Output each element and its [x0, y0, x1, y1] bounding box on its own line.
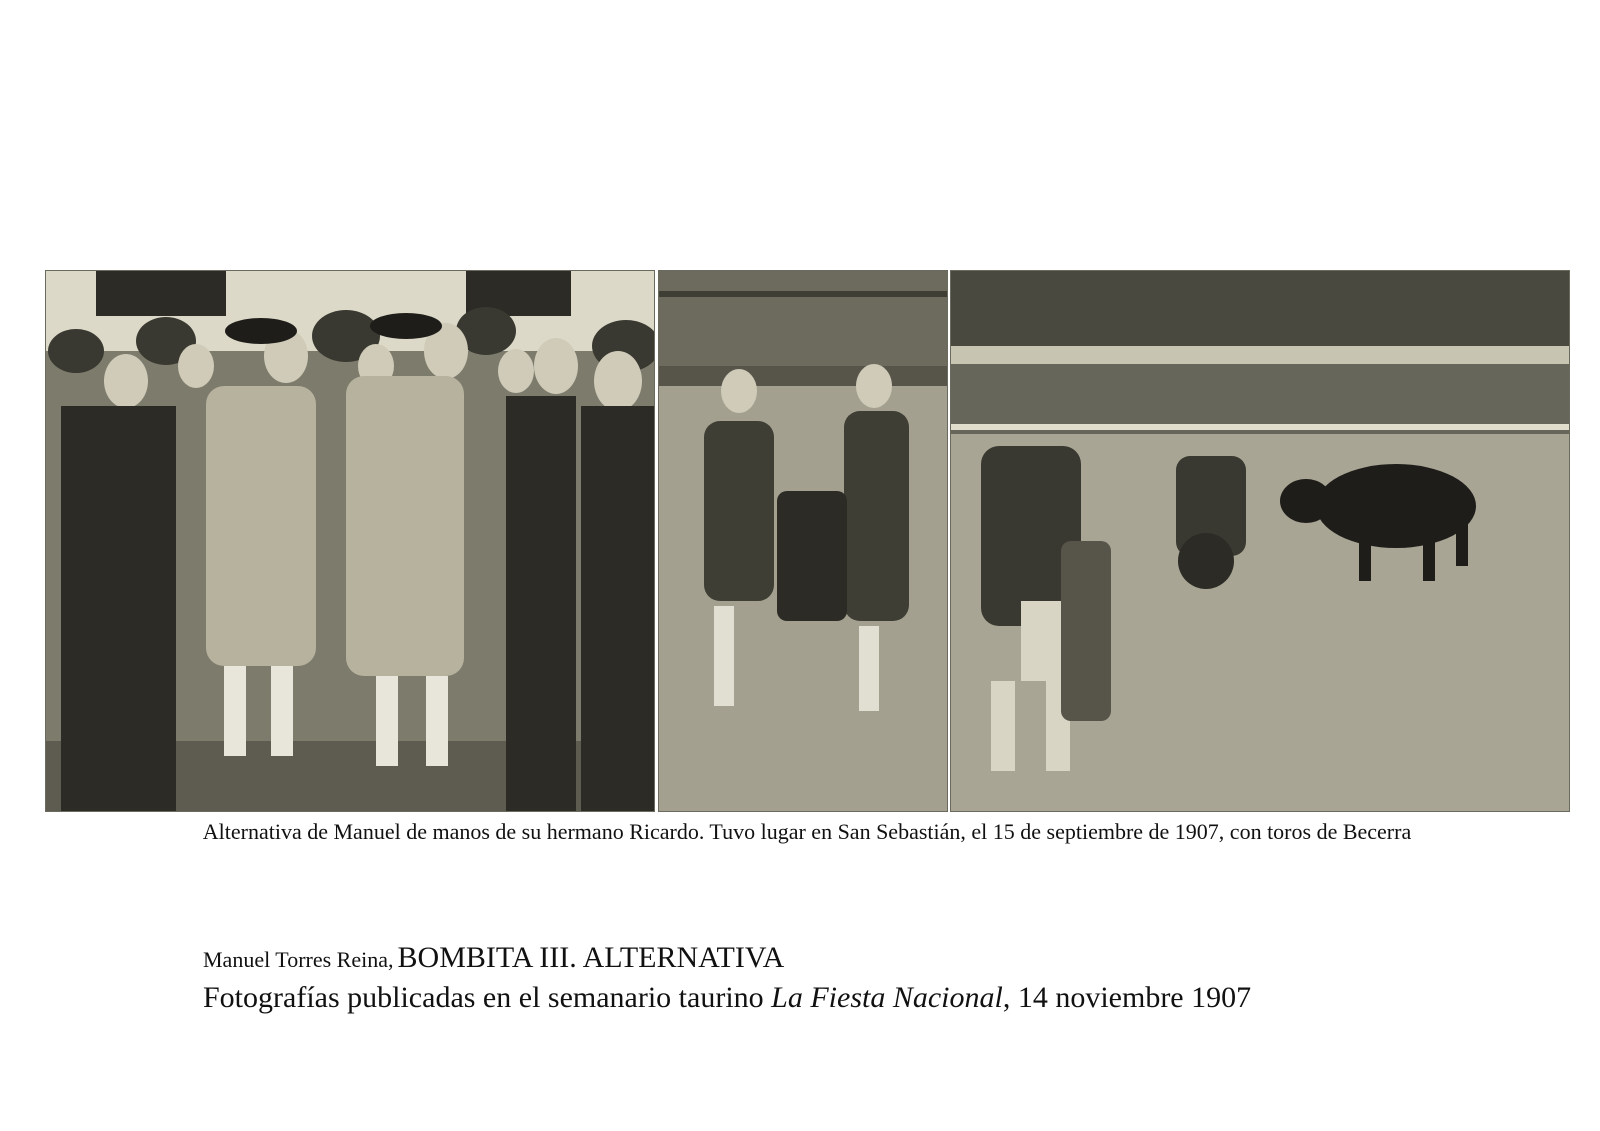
- credit-title-line: [203, 940, 784, 981]
- credit-publication: La Fiesta Nacional: [771, 981, 1003, 1014]
- photo-cape-exchange: [658, 270, 948, 812]
- credit-date: , 14 noviembre 1907: [1002, 981, 1252, 1014]
- credit-title: BOMBITA III. ALTERNATIVA: [397, 941, 785, 974]
- photo-group-toreros: [45, 270, 655, 812]
- credit-source-line: [203, 978, 1251, 1018]
- photo-caption: Alternativa de Manuel de manos de su hermano Ricardo. Tuvo lugar en San Sebastián, el 15 de septiembre de 1907, con toros de Becerra: [202, 819, 1412, 844]
- credit-author: Manuel Torres Reina,: [203, 947, 394, 972]
- photo-bullfight-arena: [950, 270, 1570, 812]
- credit-source-prefix: Fotografías publicadas en el semanario taurino: [203, 981, 764, 1014]
